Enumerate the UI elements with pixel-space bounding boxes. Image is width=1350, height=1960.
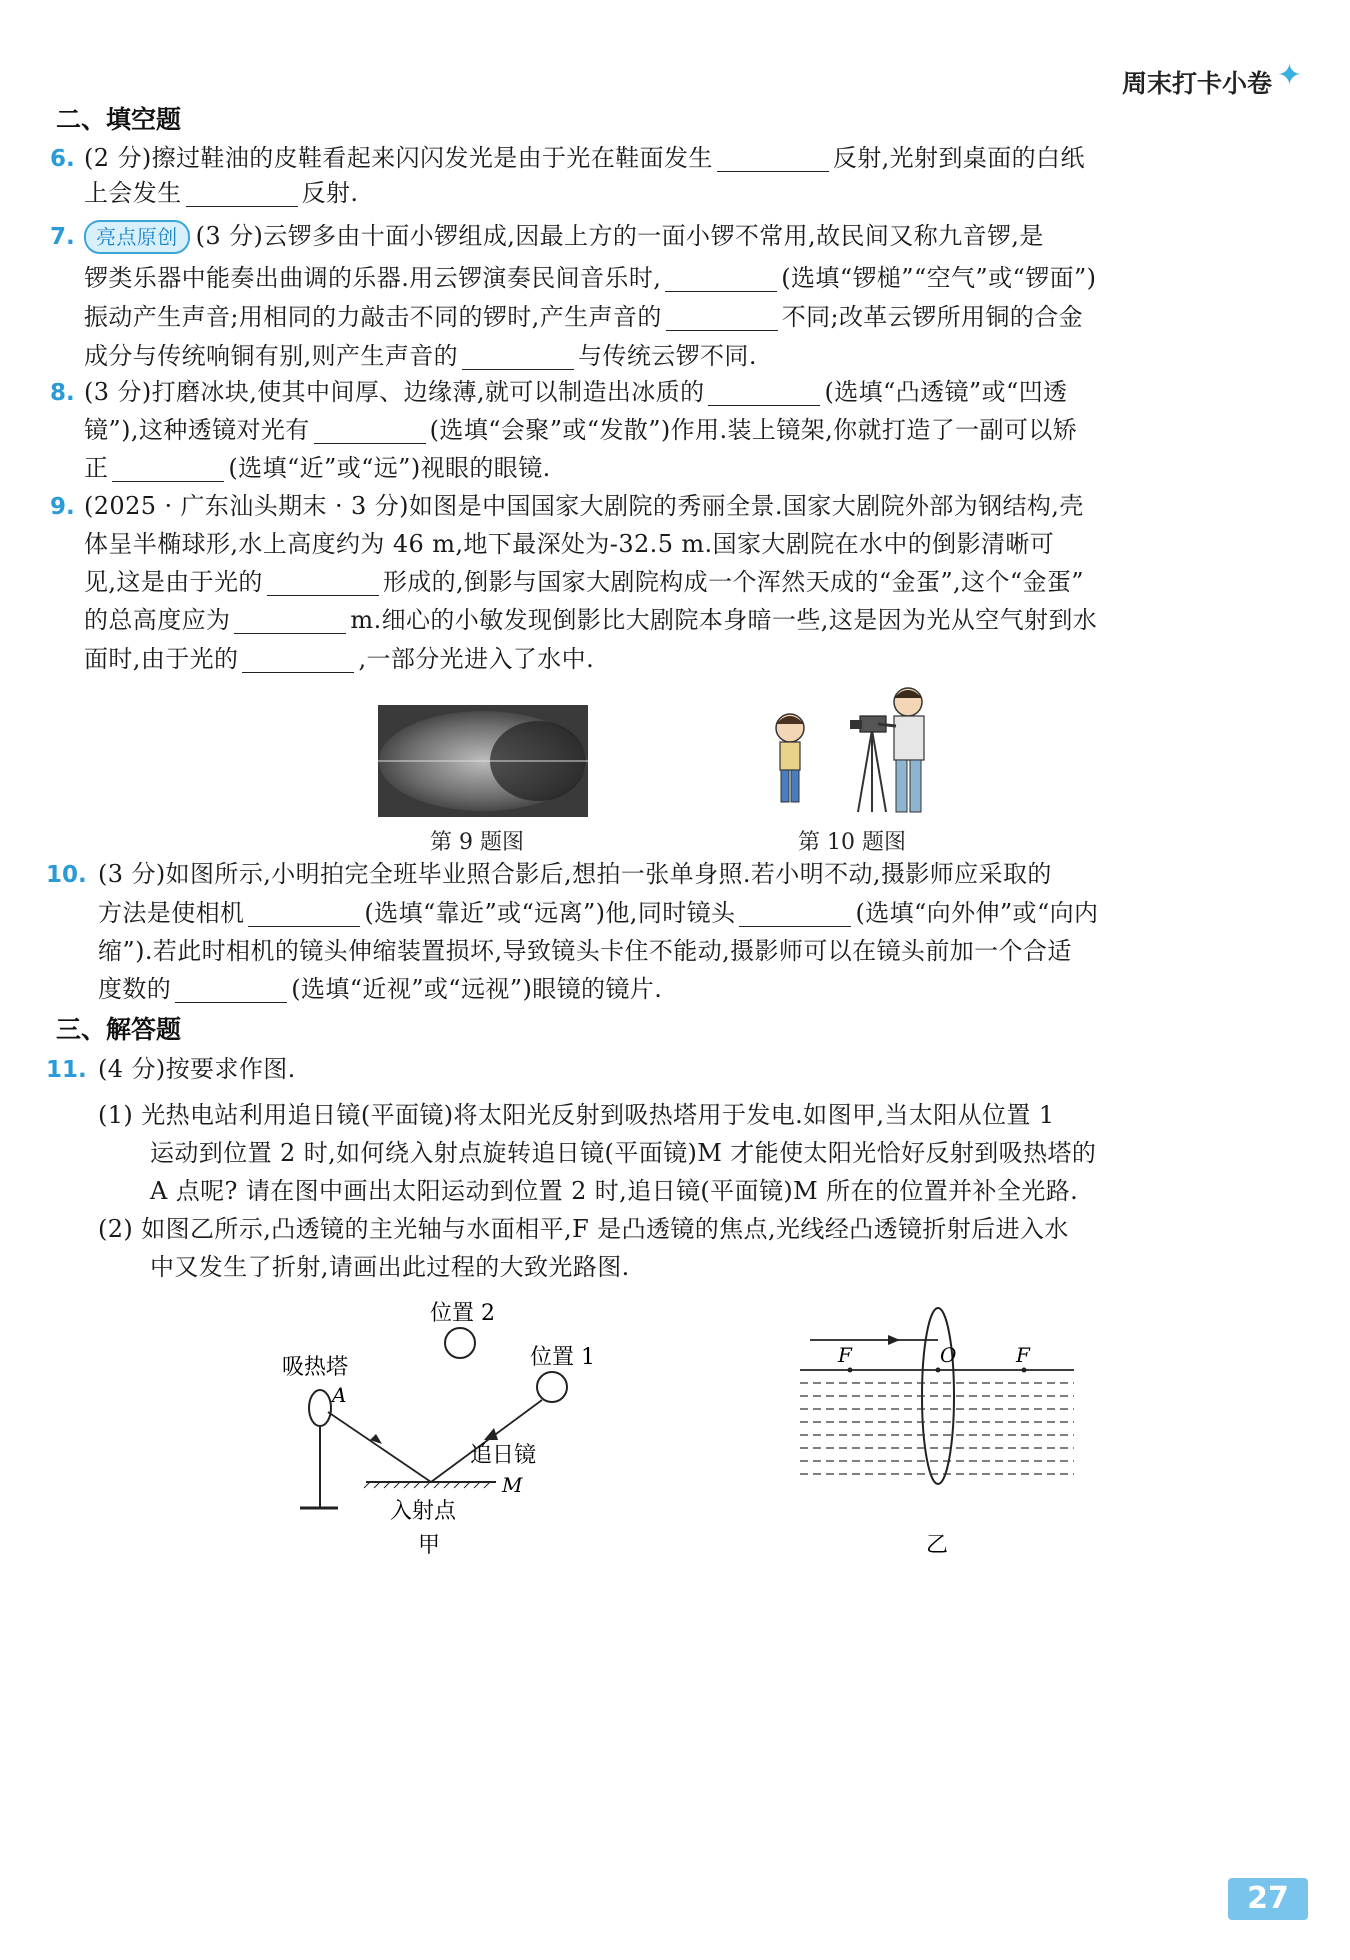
sun-position-1: [537, 1372, 567, 1402]
focus-left-label: F: [838, 1343, 852, 1367]
answer-blank[interactable]: [112, 451, 224, 482]
question-text-line: (3 分)打磨冰块,使其中间厚、边缘薄,就可以制造出冰质的 (选填“凸透镜”或“凹透: [84, 369, 1292, 415]
question-text-line: 体呈半椭球形,水上高度约为 46 m,地下最深处为-32.5 m.国家大剧院在水中的倒影清晰可: [84, 530, 1055, 558]
question-text-line: A 点呢? 请在图中画出太阳运动到位置 2 时,追日镜(平面镜)M 所在的位置并补全光路.: [150, 1177, 1079, 1205]
answer-blank[interactable]: [708, 375, 820, 406]
answer-blank[interactable]: [234, 603, 346, 634]
question-text-line: (2) 如图乙所示,凸透镜的主光轴与水面相平,F 是凸透镜的焦点,光线经凸透镜折射后进入水: [98, 1215, 1069, 1243]
optical-center-label: O: [940, 1343, 957, 1367]
answer-blank[interactable]: [666, 300, 778, 331]
question-text-line: 面时,由于光的 ,一部分光进入了水中.: [84, 636, 1292, 682]
mirror-label: 追日镜: [470, 1443, 537, 1468]
answer-blank[interactable]: [739, 896, 851, 927]
question-number: 11.: [46, 1057, 87, 1083]
question-number: 7.: [50, 224, 75, 250]
question-text-line: 正 (选填“近”或“远”)视眼的眼镜.: [84, 445, 1292, 491]
question-text-line: 度数的 (选填“近视”或“远视”)眼镜的镜片.: [98, 966, 1292, 1012]
question-text-line: 镜”),这种透镜对光有 (选填“会聚”或“发散”)作用.装上镜架,你就打造了一副可以矫: [84, 407, 1292, 453]
figure-10-caption: 第 10 题图: [798, 830, 906, 855]
section-title-fill-blank: 二、填空题: [56, 105, 182, 134]
incident-point-label: 入射点: [390, 1499, 457, 1524]
question-text-line: 成分与传统响铜有别,则产生声音的 与传统云锣不同.: [84, 333, 1292, 379]
diagram-jia: [270, 1290, 630, 1610]
question-number: 10.: [46, 862, 87, 888]
question-text-line: 亮点原创 (3 分)云锣多由十面小锣组成,因最上方的一面小锣不常用,故民间又称九音锣,是: [84, 213, 1292, 259]
national-theater-photo: [378, 705, 588, 817]
question-text-line: 上会发生 反射.: [84, 170, 1292, 216]
position-2-label: 位置 2: [430, 1301, 495, 1326]
answer-blank[interactable]: [248, 896, 360, 927]
question-text-line: 方法是使相机 (选填“靠近”或“远离”)他,同时镜头 (选填“向外伸”或“向内: [98, 890, 1292, 936]
question-text-line: 见,这是由于光的 形成的,倒影与国家大剧院构成一个浑然天成的“金蛋”,这个“金蛋”: [84, 559, 1292, 605]
point-a-label: A: [332, 1383, 347, 1407]
sparkle-icon: ✦: [1276, 58, 1302, 93]
question-text-line: (4 分)按要求作图.: [98, 1055, 296, 1083]
focus-right-label: F: [1016, 1343, 1030, 1367]
question-number: 9.: [50, 494, 75, 520]
answer-blank[interactable]: [314, 413, 426, 444]
diagram-yi: [770, 1290, 1110, 1610]
answer-blank[interactable]: [665, 261, 777, 292]
tower-label: 吸热塔: [282, 1355, 349, 1380]
question-text-line: (3 分)如图所示,小明拍完全班毕业照合影后,想拍一张单身照.若小明不动,摄影师应采取的: [98, 860, 1052, 888]
question-text-line: 振动产生声音;用相同的力敲击不同的锣时,产生声音的 不同;改革云锣所用铜的合金: [84, 294, 1292, 340]
answer-blank[interactable]: [186, 176, 298, 207]
question-text-line: 缩”).若此时相机的镜头伸缩装置损坏,导致镜头卡住不能动,摄影师可以在镜头前加一个合适: [98, 937, 1072, 965]
answer-blank[interactable]: [717, 141, 829, 172]
question-text-line: 运动到位置 2 时,如何绕入射点旋转追日镜(平面镜)M 才能使太阳光恰好反射到吸热塔的: [150, 1139, 1097, 1167]
answer-blank[interactable]: [175, 972, 287, 1003]
question-number: 8.: [50, 380, 75, 406]
answer-blank[interactable]: [267, 565, 379, 596]
answer-blank[interactable]: [462, 339, 574, 370]
question-text-line: (2 分)擦过鞋油的皮鞋看起来闪闪发光是由于光在鞋面发生 反射,光射到桌面的白纸: [84, 135, 1292, 181]
mirror-m-label: M: [502, 1473, 523, 1497]
question-text-line: 的总高度应为 m.细心的小敏发现倒影比大剧院本身暗一些,这是因为光从空气射到水: [84, 597, 1292, 643]
page-header-title: 周末打卡小卷: [1121, 69, 1272, 98]
heat-absorbing-tower: [309, 1390, 331, 1426]
diagram-jia-caption: 甲: [418, 1533, 441, 1558]
section-title-answer: 三、解答题: [56, 1015, 182, 1044]
figure-9-caption: 第 9 题图: [430, 830, 524, 855]
question-text-line: (2025 · 广东汕头期末 · 3 分)如图是中国国家大剧院的秀丽全景.国家大剧院外部为钢结构,壳: [84, 492, 1084, 520]
position-1-label: 位置 1: [530, 1345, 595, 1370]
original-badge: 亮点原创: [84, 220, 190, 254]
sun-position-2: [445, 1328, 475, 1358]
photographer-scene: [760, 680, 980, 820]
question-text-line: 锣类乐器中能奏出曲调的乐器.用云锣演奏民间音乐时, (选填“锣槌”“空气”或“锣面”): [84, 255, 1292, 301]
answer-blank[interactable]: [242, 642, 354, 673]
question-number: 6.: [50, 146, 75, 172]
question-text-line: 中又发生了折射,请画出此过程的大致光路图.: [150, 1253, 630, 1281]
question-text-line: (1) 光热电站利用追日镜(平面镜)将太阳光反射到吸热塔用于发电.如图甲,当太阳从位置 1: [98, 1101, 1055, 1129]
diagram-yi-caption: 乙: [926, 1533, 949, 1558]
page-number: 27: [1228, 1878, 1308, 1920]
